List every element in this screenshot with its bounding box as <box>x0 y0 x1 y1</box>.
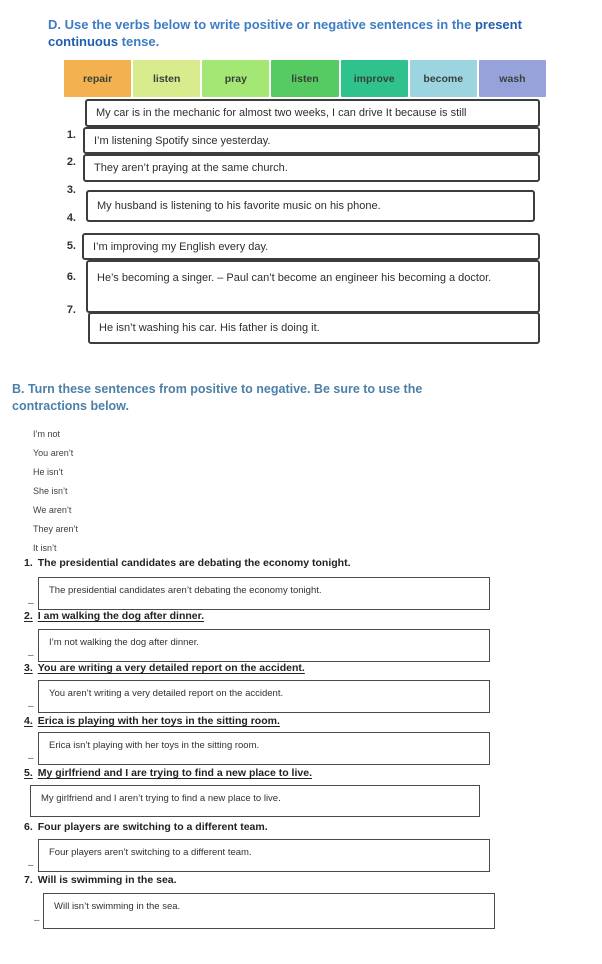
answer-text: The presidential candidates aren’t debating the economy tonight. <box>49 585 322 596</box>
verb-chip <box>479 60 546 97</box>
answer-box[interactable] <box>30 785 480 817</box>
contraction-item: I’m not <box>33 429 61 439</box>
contraction-item: She isn’t <box>33 486 68 496</box>
answer-box[interactable] <box>83 154 540 182</box>
verb-chip <box>410 60 477 97</box>
verb-label: repair <box>82 72 113 85</box>
item-number: 5. <box>24 767 33 779</box>
item-number: 2. <box>66 156 76 168</box>
answer-box[interactable] <box>38 839 490 872</box>
item-number: 4. <box>66 212 76 224</box>
answer-box[interactable] <box>83 127 540 154</box>
answer-text: Four players aren’t switching to a different team. <box>49 847 252 858</box>
prompt-text: I am walking the dog after dinner. <box>37 610 205 622</box>
answer-text: Erica isn’t playing with her toys in the sitting room. <box>49 740 260 751</box>
contraction-item: It isn’t <box>33 543 57 553</box>
exercise-b-heading-line1: B. Turn these sentences from positive to negative. Be sure to use the <box>12 382 423 396</box>
prompt-text: The presidential candidates are debating the economy tonight. <box>37 557 351 569</box>
verb-chip <box>64 60 131 97</box>
verb-chip <box>271 60 338 97</box>
item-number: 5. <box>66 240 76 252</box>
answer-box[interactable] <box>82 233 540 260</box>
answer-text: I’m listening Spotify since yesterday. <box>94 134 271 147</box>
verb-label: listen <box>152 72 181 85</box>
item-number: 7. <box>66 304 76 316</box>
answer-box[interactable] <box>86 190 535 222</box>
verb-label: pray <box>224 72 247 85</box>
contractions-list <box>33 425 78 558</box>
sentence-prompt <box>24 557 350 569</box>
dash-mark: – <box>28 701 34 712</box>
heading-bold-text: continuous <box>48 34 119 49</box>
answer-box[interactable] <box>88 312 540 344</box>
answer-text: Will isn’t swimming in the sea. <box>54 901 181 912</box>
heading-text: tense. <box>121 34 160 49</box>
item-number: 6. <box>66 271 76 283</box>
item-number: 3. <box>66 184 76 196</box>
item-number: 7. <box>24 874 33 886</box>
contraction-item: We aren’t <box>33 505 72 515</box>
answer-text: He isn’t washing his car. His father is doing it. <box>99 322 320 334</box>
contraction-item: They aren’t <box>33 524 79 534</box>
contraction-item: He isn’t <box>33 467 64 477</box>
answer-text: I’m improving my English every day. <box>93 240 269 253</box>
dash-mark: – <box>28 598 34 609</box>
verb-label: become <box>423 72 464 85</box>
contraction-item: You aren’t <box>33 448 74 458</box>
answer-text: I’m not walking the dog after dinner. <box>49 637 199 648</box>
exercise-d-heading-line2 <box>48 33 558 50</box>
answer-box[interactable] <box>38 577 490 610</box>
answer-box[interactable] <box>43 893 495 929</box>
sentence-prompt <box>24 610 204 622</box>
answer-box[interactable] <box>38 629 490 662</box>
prompt-text: My girlfriend and I are trying to find a new place to live. <box>37 767 312 779</box>
verb-label: wash <box>499 72 526 85</box>
answer-box[interactable] <box>38 732 490 765</box>
sentence-prompt <box>24 767 312 779</box>
prompt-text: Will is swimming in the sea. <box>37 874 177 886</box>
prompt-text: Four players are switching to a different team. <box>37 821 268 833</box>
dash-mark: – <box>34 915 40 926</box>
dash-mark: – <box>28 753 34 764</box>
verb-chip <box>202 60 269 97</box>
item-number: 2. <box>24 610 33 622</box>
verb-label: improve <box>353 72 395 85</box>
item-number: 1. <box>66 129 76 141</box>
answer-text: They aren’t praying at the same church. <box>94 162 288 174</box>
item-number: 1. <box>24 557 33 569</box>
item-number: 3. <box>24 662 33 674</box>
answer-text: He’s becoming a singer. – Paul can’t become an engineer his becoming a doctor. <box>97 272 492 284</box>
item-number: 4. <box>24 715 33 727</box>
answer-text: My husband is listening to his favorite music on his phone. <box>97 200 381 212</box>
verb-chip <box>341 60 408 97</box>
heading-text: D. Use the verbs below to write positive or negative sentences in the <box>48 17 472 32</box>
answer-box[interactable] <box>85 99 540 127</box>
dash-mark: – <box>28 650 34 661</box>
prompt-text: You are writing a very detailed report on the accident. <box>37 662 305 674</box>
sentence-prompt <box>24 662 305 674</box>
answer-box[interactable] <box>86 260 540 313</box>
exercise-d-heading <box>48 16 558 50</box>
prompt-text: Erica is playing with her toys in the sitting room. <box>37 715 280 727</box>
answer-box[interactable] <box>38 680 490 713</box>
heading-bold-text: present <box>474 17 522 32</box>
answer-text: You aren’t writing a very detailed report on the accident. <box>49 688 284 699</box>
sentence-prompt <box>24 821 268 833</box>
item-number: 6. <box>24 821 33 833</box>
exercise-b-heading-line2: contractions below. <box>12 399 129 413</box>
dash-mark: – <box>28 860 34 871</box>
sentence-prompt <box>24 874 177 886</box>
exercise-b-heading <box>12 381 492 415</box>
exercise-d-heading-line1 <box>48 16 558 33</box>
answer-text: My car is in the mechanic for almost two weeks, I can drive It because is still <box>96 107 467 119</box>
sentence-prompt <box>24 715 280 727</box>
verb-bank <box>64 60 546 97</box>
verb-chip <box>133 60 200 97</box>
answer-text: My girlfriend and I aren’t trying to find a new place to live. <box>41 793 281 804</box>
verb-label: listen <box>291 72 319 85</box>
